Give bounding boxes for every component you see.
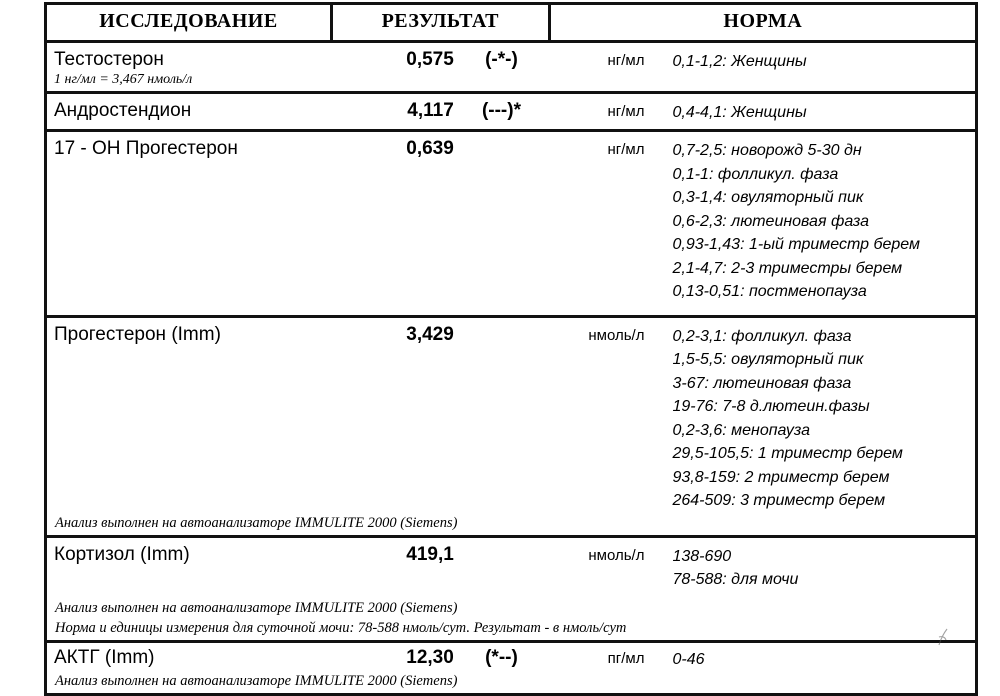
norm-line: 0,7-2,5: новорожд 5-30 дн bbox=[672, 142, 862, 159]
result-value: 4,117 bbox=[407, 100, 454, 121]
test-name: АКТГ (Imm) bbox=[54, 646, 155, 668]
norm-cell bbox=[663, 93, 976, 131]
result-flag-cell bbox=[454, 316, 549, 513]
unit-label: пг/мл bbox=[607, 649, 645, 667]
lab-results-table bbox=[44, 2, 978, 696]
analyzer-note: Анализ выполнен на автоанализаторе IMMULITE 2000 (Siemens) bbox=[55, 514, 458, 531]
analyzer-note-row bbox=[46, 513, 977, 537]
range-flag: (---)* bbox=[481, 100, 521, 121]
column-header-result: РЕЗУЛЬТАТ bbox=[331, 4, 549, 42]
analyzer-note-cell bbox=[46, 513, 977, 537]
table-row bbox=[46, 131, 977, 317]
test-name: Прогестерон (Imm) bbox=[54, 323, 221, 345]
norm-line: 78-588: для мочи bbox=[672, 571, 799, 589]
norm-line: 0,93-1,43: 1-ый триместр берем bbox=[672, 236, 920, 254]
result-value-cell bbox=[331, 536, 453, 592]
norm-list bbox=[663, 538, 975, 592]
norm-line: 19-76: 7-8 д.лютеин.фазы bbox=[672, 398, 870, 416]
table-row bbox=[46, 42, 977, 93]
test-name: Андростендион bbox=[54, 100, 192, 121]
result-flag-cell bbox=[454, 536, 549, 592]
result-value-cell bbox=[331, 131, 453, 317]
norm-list bbox=[663, 643, 975, 672]
norm-list bbox=[663, 43, 975, 74]
norm-cell bbox=[663, 536, 976, 592]
analyzer-note-row bbox=[46, 592, 977, 642]
norm-line: 0,1-1,2: Женщины bbox=[672, 53, 807, 70]
test-name: Тестостерон bbox=[54, 49, 164, 70]
unit-cell bbox=[549, 131, 663, 317]
test-name: Кортизол (Imm) bbox=[54, 543, 190, 565]
norm-line: 2,1-4,7: 2-3 триместры берем bbox=[672, 259, 903, 277]
unit-cell bbox=[549, 641, 663, 671]
table-row bbox=[46, 641, 977, 671]
result-value-cell bbox=[331, 42, 453, 93]
scan-artifact-mark bbox=[936, 628, 952, 646]
result-value: 12,30 bbox=[406, 646, 454, 668]
norm-line: 0,2-3,6: менопауза bbox=[672, 421, 811, 439]
norm-cell bbox=[663, 316, 976, 513]
result-value: 0,639 bbox=[406, 138, 454, 159]
norm-list bbox=[663, 94, 975, 125]
unit-label: нмоль/л bbox=[588, 546, 645, 564]
norm-line: 138-690 bbox=[672, 547, 732, 565]
result-flag-cell bbox=[454, 641, 549, 671]
unit-cell bbox=[549, 536, 663, 592]
test-name-cell bbox=[46, 316, 332, 513]
norm-line: 0,1-1: фолликул. фаза bbox=[672, 165, 839, 183]
result-flag-cell bbox=[454, 93, 549, 131]
table-row bbox=[46, 316, 977, 513]
result-value-cell bbox=[331, 93, 453, 131]
norm-cell bbox=[663, 641, 976, 671]
norm-line: 264-509: 3 триместр берем bbox=[672, 492, 886, 510]
table-row bbox=[46, 536, 977, 592]
norm-line: 0,6-2,3: лютеиновая фаза bbox=[672, 212, 870, 230]
norm-line: 0,13-0,51: постменопауза bbox=[672, 283, 867, 301]
norm-line: 3-67: лютеиновая фаза bbox=[672, 374, 852, 392]
table-header-row bbox=[46, 4, 977, 42]
unit-label: нг/мл bbox=[607, 103, 645, 120]
norm-list bbox=[663, 132, 975, 304]
column-header-norm: НОРМА bbox=[549, 4, 976, 42]
unit-label: нг/мл bbox=[607, 141, 645, 158]
table-row bbox=[46, 93, 977, 131]
norm-line: 0-46 bbox=[672, 650, 705, 668]
norm-line: 0,3-1,4: овуляторный пик bbox=[672, 189, 864, 207]
range-flag bbox=[454, 318, 549, 324]
unit-label: нмоль/л bbox=[588, 326, 645, 344]
test-name: 17 - ОН Прогестерон bbox=[54, 138, 238, 159]
test-name-cell bbox=[46, 42, 332, 93]
result-flag-cell bbox=[454, 131, 549, 317]
result-value-cell bbox=[331, 641, 453, 671]
unit-cell bbox=[549, 93, 663, 131]
unit-cell bbox=[549, 42, 663, 93]
norm-list bbox=[663, 318, 975, 513]
norm-cell bbox=[663, 131, 976, 317]
test-name-cell bbox=[46, 93, 332, 131]
analyzer-note-cell bbox=[46, 671, 977, 695]
test-name-cell bbox=[46, 641, 332, 671]
result-flag-cell bbox=[454, 42, 549, 93]
result-value: 3,429 bbox=[406, 323, 454, 345]
analyzer-note: Анализ выполнен на автоанализаторе IMMULITE 2000 (Siemens) bbox=[55, 673, 458, 690]
range-flag: (*--) bbox=[485, 646, 518, 668]
norm-line: 1,5-5,5: овуляторный пик bbox=[672, 351, 864, 369]
range-flag bbox=[454, 132, 549, 138]
result-value-cell bbox=[331, 316, 453, 513]
column-header-test: ИССЛЕДОВАНИЕ bbox=[46, 4, 332, 42]
test-conversion-note: 1 нг/мл = 3,467 нмоль/л bbox=[54, 72, 193, 87]
analyzer-note: Анализ выполнен на автоанализаторе IMMULITE 2000 (Siemens) bbox=[55, 599, 458, 616]
range-flag: (-*-) bbox=[485, 49, 518, 70]
result-value: 0,575 bbox=[406, 49, 454, 70]
urine-norm-note: Норма и единицы измерения для суточной мочи: 78-588 нмоль/сут. Результат - в нмоль/сут bbox=[55, 619, 627, 636]
norm-line: 0,4-4,1: Женщины bbox=[672, 104, 807, 121]
unit-label: нг/мл bbox=[607, 52, 645, 69]
range-flag bbox=[454, 538, 549, 544]
analyzer-note-cell bbox=[46, 592, 977, 642]
test-name-cell bbox=[46, 536, 332, 592]
result-value: 419,1 bbox=[406, 543, 454, 565]
norm-line: 29,5-105,5: 1 триместр берем bbox=[672, 445, 903, 463]
norm-line: 93,8-159: 2 триместр берем bbox=[672, 468, 890, 486]
unit-cell bbox=[549, 316, 663, 513]
norm-line: 0,2-3,1: фолликул. фаза bbox=[672, 327, 852, 345]
analyzer-note-row bbox=[46, 671, 977, 695]
test-name-cell bbox=[46, 131, 332, 317]
norm-cell bbox=[663, 42, 976, 93]
